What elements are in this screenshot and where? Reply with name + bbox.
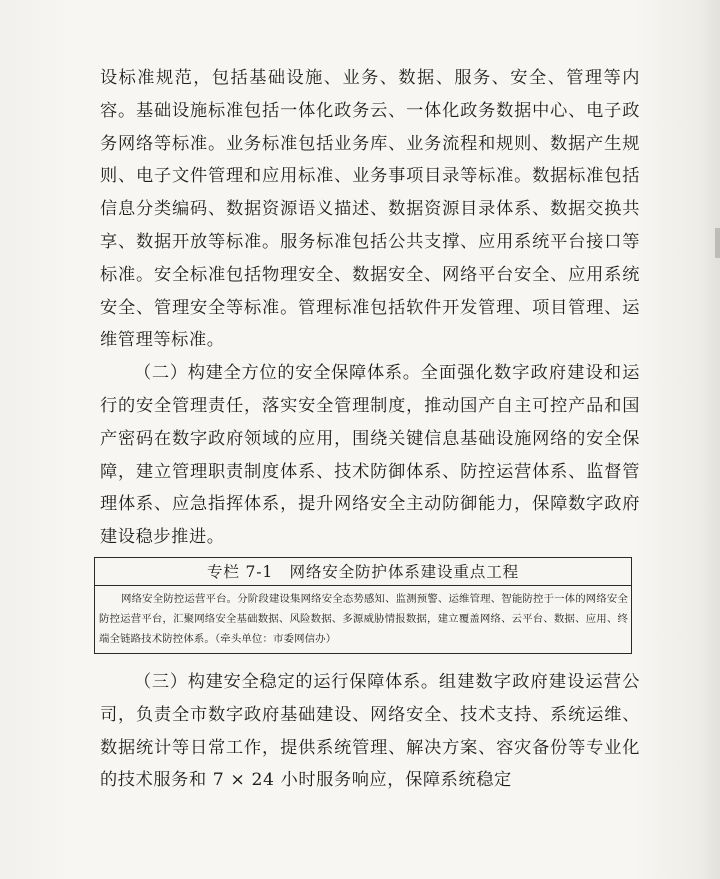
feature-box-title: 专栏 7-1 网络安全防护体系建设重点工程 — [95, 558, 631, 586]
feature-box — [94, 557, 632, 654]
page-edge-mark — [715, 228, 720, 258]
feature-box-text: 分阶段建设集网络安全态势感知、监测预警、运维管理、智能防控于一体的网络安全防控运营平台，汇聚网络安全基础数据、风险数据、多源威胁情报数据，建立覆盖网络、云平台、数据、应用、终端全链路技术防控体系。（牵头单位：市委网信办） — [99, 592, 629, 645]
paragraph-standards: 设标准规范，包括基础设施、业务、数据、服务、安全、管理等内容。基础设施标准包括一体化政务云、一体化政务数据中心、电子政务网络等标准。业务标准包括业务库、业务流程和规则、数据产生规则、电子文件管理和应用标准、业务事项目录等标准。数据标准包括信息分类编码、数据资源语义描述、数据资源目录体系、数据交换共享、数据开放等标准。服务标准包括公共支撑、应用系统平台接口等标准。安全标准包括物理安全、数据安全、网络平台安全、应用系统安全、管理安全等标准。管理标准包括软件开发管理、项目管理、运维管理等标准。 — [100, 68, 640, 351]
section-heading-operation: （三）构建安全稳定的运行保障体系。 — [134, 671, 439, 692]
paragraph-security-text: 全面强化数字政府建设和运行的安全管理责任，落实安全管理制度，推动国产自主可控产品和国产密码在数字政府领域的应用，围绕关键信息基础设施网络的安全保障，建立管理职责制度体系、技术防御体系、防控运营体系、监督管理体系、应急指挥体系，提升网络安全主动防御能力，保障数字政府建设稳步推进。 — [100, 363, 640, 548]
feature-box-body — [95, 586, 631, 653]
paragraph-security — [100, 357, 640, 554]
paragraph-operation-text: 组建数字政府建设运营公司，负责全市数字政府基础建设、网络安全、技术支持、系统运维、数据统计等日常工作，提供系统管理、解决方案、容灾备份等专业化的技术服务和 7 × 24 小时服务响应，保障系统稳定 — [100, 671, 640, 791]
feature-box-lead: 网络安全防控运营平台。 — [121, 592, 238, 605]
section-heading-security: （二）构建全方位的安全保障体系。 — [134, 363, 421, 384]
page-content — [100, 62, 640, 797]
paragraph-operation — [100, 666, 640, 797]
